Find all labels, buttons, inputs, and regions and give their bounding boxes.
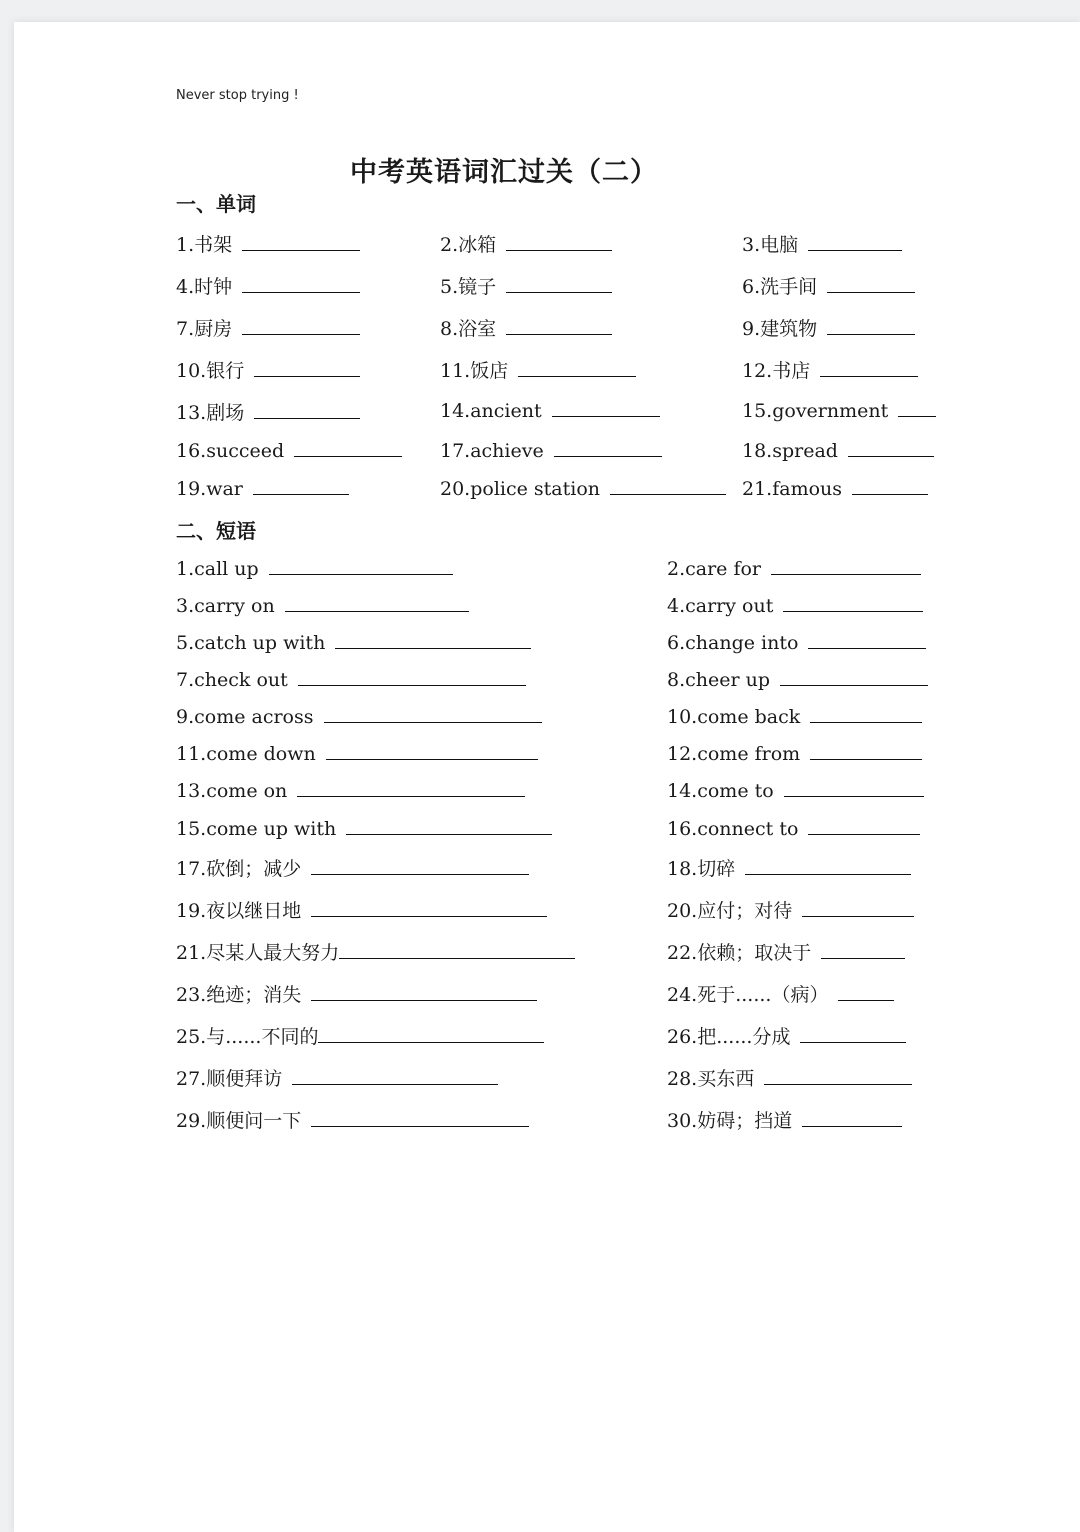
phrase-item xyxy=(667,1022,906,1050)
phrase-item xyxy=(176,778,525,806)
answer-blank[interactable] xyxy=(802,1108,902,1127)
phrase-item xyxy=(667,778,924,806)
word-label: 19.war xyxy=(176,478,243,500)
word-label: 8.浴室 xyxy=(440,318,497,340)
phrase-label: 8.cheer up xyxy=(667,669,771,691)
answer-blank[interactable] xyxy=(898,398,936,417)
phrase-label: 27.顺便拜访 xyxy=(176,1068,283,1090)
phrase-item xyxy=(667,1106,902,1134)
phrase-item xyxy=(176,1064,498,1092)
word-label: 5.镜子 xyxy=(440,276,497,298)
answer-blank[interactable] xyxy=(518,358,636,377)
answer-blank[interactable] xyxy=(311,856,529,875)
answer-blank[interactable] xyxy=(324,704,542,723)
phrase-item xyxy=(176,854,529,882)
section-heading-phrases: 二、短语 xyxy=(176,519,256,543)
phrase-item xyxy=(667,1064,912,1092)
phrase-label: 22.依赖；取决于 xyxy=(667,942,812,964)
answer-blank[interactable] xyxy=(784,778,924,797)
word-label: 1.书架 xyxy=(176,234,233,256)
phrase-item xyxy=(667,630,926,658)
word-item xyxy=(440,272,612,300)
answer-blank[interactable] xyxy=(254,400,360,419)
phrase-item xyxy=(667,896,914,924)
answer-blank[interactable] xyxy=(311,982,537,1001)
answer-blank[interactable] xyxy=(254,358,360,377)
word-label: 7.厨房 xyxy=(176,318,233,340)
answer-blank[interactable] xyxy=(764,1066,912,1085)
word-label: 12.书店 xyxy=(742,360,811,382)
word-label: 15.government xyxy=(742,400,889,422)
answer-blank[interactable] xyxy=(808,232,902,251)
answer-blank[interactable] xyxy=(506,232,612,251)
answer-blank[interactable] xyxy=(610,476,726,495)
answer-blank[interactable] xyxy=(311,1108,529,1127)
phrase-label: 30.妨碍；挡道 xyxy=(667,1110,793,1132)
word-label: 2.冰箱 xyxy=(440,234,497,256)
word-label: 16.succeed xyxy=(176,440,285,462)
answer-blank[interactable] xyxy=(242,232,360,251)
phrase-label: 7.check out xyxy=(176,669,288,691)
answer-blank[interactable] xyxy=(318,1024,544,1043)
answer-blank[interactable] xyxy=(808,630,926,649)
answer-blank[interactable] xyxy=(339,940,575,959)
answer-blank[interactable] xyxy=(745,856,911,875)
word-item xyxy=(742,272,915,300)
word-item xyxy=(440,476,726,504)
word-item xyxy=(440,398,660,426)
phrase-item xyxy=(667,938,905,966)
phrase-label: 10.come back xyxy=(667,706,801,728)
answer-blank[interactable] xyxy=(253,476,349,495)
word-item xyxy=(440,438,662,466)
answer-blank[interactable] xyxy=(552,398,660,417)
answer-blank[interactable] xyxy=(852,476,928,495)
phrase-label: 18.切碎 xyxy=(667,858,736,880)
phrase-label: 3.carry on xyxy=(176,595,275,617)
phrase-item xyxy=(176,1022,544,1050)
answer-blank[interactable] xyxy=(506,274,612,293)
phrase-item xyxy=(176,704,542,732)
phrase-item xyxy=(176,667,526,695)
phrase-label: 4.carry out xyxy=(667,595,774,617)
phrase-label: 11.come down xyxy=(176,743,316,765)
phrase-label: 20.应付；对待 xyxy=(667,900,793,922)
phrase-item xyxy=(667,593,923,621)
word-item xyxy=(742,230,902,258)
word-label: 10.银行 xyxy=(176,360,245,382)
word-item xyxy=(742,476,928,504)
phrase-item xyxy=(176,556,453,584)
word-item xyxy=(440,356,636,384)
phrase-label: 16.connect to xyxy=(667,818,799,840)
word-label: 6.洗手间 xyxy=(742,276,818,298)
word-item xyxy=(742,398,936,426)
answer-blank[interactable] xyxy=(554,438,662,457)
answer-blank[interactable] xyxy=(821,940,905,959)
phrase-item xyxy=(667,556,921,584)
word-label: 18.spread xyxy=(742,440,838,462)
answer-blank[interactable] xyxy=(810,704,922,723)
answer-blank[interactable] xyxy=(292,1066,498,1085)
answer-blank[interactable] xyxy=(326,741,538,760)
header-note: Never stop trying ! xyxy=(176,88,299,103)
answer-blank[interactable] xyxy=(335,630,531,649)
phrase-label: 28.买东西 xyxy=(667,1068,755,1090)
answer-blank[interactable] xyxy=(506,316,612,335)
word-label: 11.饭店 xyxy=(440,360,509,382)
answer-blank[interactable] xyxy=(285,593,469,612)
phrase-label: 13.come on xyxy=(176,780,288,802)
word-item xyxy=(176,230,360,258)
answer-blank[interactable] xyxy=(311,898,547,917)
phrase-label: 1.call up xyxy=(176,558,259,580)
word-item xyxy=(176,356,360,384)
answer-blank[interactable] xyxy=(820,358,918,377)
phrase-item xyxy=(176,896,547,924)
phrase-item xyxy=(667,854,911,882)
answer-blank[interactable] xyxy=(771,556,921,575)
word-item xyxy=(742,356,918,384)
phrase-item xyxy=(176,741,538,769)
answer-blank[interactable] xyxy=(838,982,894,1001)
answer-blank[interactable] xyxy=(269,556,453,575)
answer-blank[interactable] xyxy=(346,816,552,835)
word-item xyxy=(176,314,360,342)
word-label: 14.ancient xyxy=(440,400,542,422)
phrase-item xyxy=(176,980,537,1008)
phrase-label: 21.尽某人最大努力 xyxy=(176,942,340,964)
word-label: 9.建筑物 xyxy=(742,318,818,340)
phrase-item xyxy=(667,667,928,695)
word-item xyxy=(176,398,360,426)
answer-blank[interactable] xyxy=(848,438,934,457)
word-item xyxy=(440,314,612,342)
answer-blank[interactable] xyxy=(810,741,922,760)
phrase-label: 19.夜以继日地 xyxy=(176,900,302,922)
answer-blank[interactable] xyxy=(242,274,360,293)
section-heading-words: 一、单词 xyxy=(176,192,256,216)
word-label: 17.achieve xyxy=(440,440,544,462)
answer-blank[interactable] xyxy=(783,593,923,612)
phrase-label: 9.come across xyxy=(176,706,314,728)
answer-blank[interactable] xyxy=(808,816,920,835)
phrase-label: 5.catch up with xyxy=(176,632,326,654)
phrase-item xyxy=(176,938,575,966)
word-label: 3.电脑 xyxy=(742,234,799,256)
phrase-item xyxy=(667,816,920,844)
phrase-label: 24.死于......（病） xyxy=(667,984,829,1006)
phrase-label: 6.change into xyxy=(667,632,799,654)
phrase-label: 12.come from xyxy=(667,743,801,765)
phrase-label: 29.顺便问一下 xyxy=(176,1110,302,1132)
phrase-label: 17.砍倒；减少 xyxy=(176,858,302,880)
answer-blank[interactable] xyxy=(242,316,360,335)
answer-blank[interactable] xyxy=(294,438,402,457)
answer-blank[interactable] xyxy=(827,316,915,335)
phrase-item xyxy=(667,980,894,1008)
phrase-label: 2.care for xyxy=(667,558,762,580)
answer-blank[interactable] xyxy=(802,898,914,917)
word-item xyxy=(742,438,934,466)
phrase-item xyxy=(176,816,552,844)
phrase-label: 26.把......分成 xyxy=(667,1026,791,1048)
page-title: 中考英语词汇过关（二） xyxy=(350,157,658,188)
word-label: 21.famous xyxy=(742,478,843,500)
answer-blank[interactable] xyxy=(297,778,525,797)
phrase-item xyxy=(667,741,922,769)
word-label: 20.police station xyxy=(440,478,600,500)
answer-blank[interactable] xyxy=(800,1024,906,1043)
word-item xyxy=(176,476,349,504)
phrase-item xyxy=(176,1106,529,1134)
answer-blank[interactable] xyxy=(827,274,915,293)
answer-blank[interactable] xyxy=(780,667,928,686)
phrase-label: 25.与......不同的 xyxy=(176,1026,319,1048)
word-item xyxy=(742,314,915,342)
word-item xyxy=(440,230,612,258)
answer-blank[interactable] xyxy=(298,667,526,686)
phrase-item xyxy=(667,704,922,732)
word-item xyxy=(176,272,360,300)
phrase-label: 14.come to xyxy=(667,780,774,802)
word-label: 4.时钟 xyxy=(176,276,233,298)
word-item xyxy=(176,438,402,466)
phrase-item xyxy=(176,630,531,658)
phrase-label: 23.绝迹；消失 xyxy=(176,984,302,1006)
phrase-label: 15.come up with xyxy=(176,818,337,840)
word-label: 13.剧场 xyxy=(176,402,245,424)
phrase-item xyxy=(176,593,469,621)
